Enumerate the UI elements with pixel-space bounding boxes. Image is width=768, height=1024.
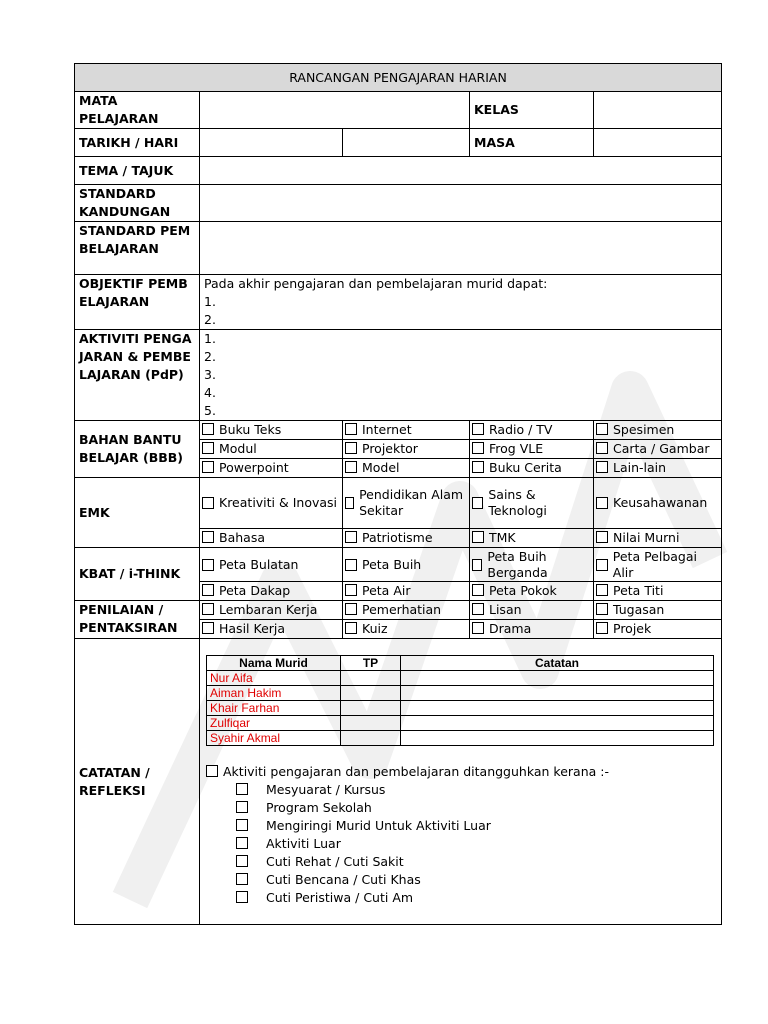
label-emk: EMK [75,478,200,548]
kbat-option[interactable]: Peta Pokok [470,582,594,601]
tp-cell[interactable] [341,671,401,686]
checkbox-icon[interactable] [472,442,484,454]
label-objektif: OBJEKTIF PEMBELAJARAN [75,275,200,330]
checkbox-icon[interactable] [202,531,214,543]
label-standard-kandungan: STANDARD KANDUNGAN [75,185,200,222]
label-tarikh-hari: TARIKH / HARI [75,129,200,157]
tp-cell[interactable] [341,701,401,716]
penilaian-option[interactable]: Lisan [470,601,594,620]
murid-name: Khair Farhan [207,701,341,716]
emk-option[interactable]: Nilai Murni [594,529,722,548]
tp-cell[interactable] [341,716,401,731]
bbb-option[interactable]: Model [343,459,470,478]
checkbox-icon[interactable] [202,461,214,473]
checkbox-icon[interactable] [236,855,248,867]
field-standard-pembelajaran[interactable] [200,222,722,275]
checkbox-icon[interactable] [345,461,357,473]
kbat-option[interactable]: Peta Air [343,582,470,601]
label-penilaian: PENILAIAN / PENTAKSIRAN [75,601,200,639]
label-kbat: KBAT / i-THINK [75,548,200,601]
checkbox-icon[interactable] [236,801,248,813]
tangguh-intro: Aktiviti pengajaran dan pembelajaran ditangguhkan kerana :- [223,764,609,779]
field-kelas[interactable] [594,92,722,129]
checkbox-icon[interactable] [202,603,214,615]
field-catatan [200,639,722,925]
objektif-item: 1. [204,294,216,309]
field-tarikh[interactable] [200,129,343,157]
tangguh-item[interactable]: Program Sekolah [206,799,715,817]
tp-cell[interactable] [341,731,401,746]
field-hari[interactable] [343,129,470,157]
bbb-option[interactable]: Spesimen [594,421,722,440]
field-mata-pelajaran[interactable] [200,92,470,129]
kbat-option[interactable]: Peta Bulatan [200,548,343,582]
label-tema-tajuk: TEMA / TAJUK [75,157,200,185]
emk-option[interactable]: Bahasa [200,529,343,548]
bbb-option[interactable]: Radio / TV [470,421,594,440]
emk-option[interactable]: Kreativiti & Inovasi [200,478,343,529]
label-aktiviti: AKTIVITI PENGAJARAN & PEMBELAJARAN (PdP) [75,330,200,421]
bbb-option[interactable]: Buku Teks [200,421,343,440]
checkbox-icon[interactable] [472,584,484,596]
bbb-option[interactable]: Buku Cerita [470,459,594,478]
checkbox-icon[interactable] [596,622,608,634]
bbb-option[interactable]: Modul [200,440,343,459]
aktiviti-item: 2. [204,349,216,364]
checkbox-icon[interactable] [345,497,354,509]
tangguh-option[interactable] [206,763,715,781]
checkbox-icon[interactable] [596,461,608,473]
catatan-cell[interactable] [401,686,714,701]
header-catatan: Catatan [401,656,714,671]
penilaian-option[interactable]: Drama [470,620,594,639]
tangguh-item[interactable]: Mesyuarat / Kursus [206,781,715,799]
checkbox-icon[interactable] [202,584,214,596]
checkbox-icon[interactable] [345,559,357,571]
form-title: RANCANGAN PENGAJARAN HARIAN [75,64,722,92]
field-masa[interactable] [594,129,722,157]
penilaian-option[interactable]: Tugasan [594,601,722,620]
aktiviti-item: 3. [204,367,216,382]
checkbox-icon[interactable] [345,584,357,596]
checkbox-icon[interactable] [472,461,484,473]
kbat-option[interactable]: Peta Titi [594,582,722,601]
emk-option[interactable]: Keusahawanan [594,478,722,529]
label-catatan: CATATAN / REFLEKSI [75,639,200,925]
checkbox-icon[interactable] [202,497,214,509]
murid-name: Zulfiqar [207,716,341,731]
emk-option[interactable]: TMK [470,529,594,548]
penilaian-option[interactable]: Projek [594,620,722,639]
checkbox-icon[interactable] [345,603,357,615]
header-nama-murid: Nama Murid [207,656,341,671]
checkbox-icon[interactable] [472,559,482,571]
label-standard-pembelajaran: STANDARD PEMBELAJARAN [75,222,200,275]
table-row [207,701,714,716]
bbb-option[interactable]: Powerpoint [200,459,343,478]
aktiviti-item: 4. [204,385,216,400]
tangguh-item[interactable]: Cuti Bencana / Cuti Khas [206,871,715,889]
murid-name: Aiman Hakim [207,686,341,701]
aktiviti-item: 5. [204,403,216,418]
penilaian-option[interactable]: Hasil Kerja [200,620,343,639]
table-row [207,731,714,746]
kbat-option[interactable]: Peta Buih Berganda [470,548,594,582]
checkbox-icon[interactable] [345,622,357,634]
checkbox-icon[interactable] [236,819,248,831]
label-mata-pelajaran: MATA PELAJARAN [75,92,200,129]
objektif-item: 2. [204,312,216,327]
checkbox-icon[interactable] [596,442,608,454]
catatan-cell[interactable] [401,701,714,716]
field-tema-tajuk[interactable] [200,157,722,185]
bbb-option[interactable]: Internet [343,421,470,440]
checkbox-icon[interactable] [472,497,483,509]
field-objektif[interactable] [200,275,722,330]
tangguh-item[interactable]: Aktiviti Luar [206,835,715,853]
field-standard-kandungan[interactable] [200,185,722,222]
murid-name: Nur Aifa [207,671,341,686]
checkbox-icon[interactable] [202,442,214,454]
checkbox-icon[interactable] [236,873,248,885]
bbb-option[interactable]: Frog VLE [470,440,594,459]
checkbox-icon[interactable] [345,423,357,435]
penilaian-option[interactable]: Lembaran Kerja [200,601,343,620]
checkbox-icon[interactable] [206,765,218,777]
checkbox-icon[interactable] [236,783,248,795]
kbat-option[interactable]: Peta Dakap [200,582,343,601]
penilaian-option[interactable]: Kuiz [343,620,470,639]
table-row [207,671,714,686]
label-bbb: BAHAN BANTU BELAJAR (BBB) [75,421,200,478]
bbb-option[interactable]: Carta / Gambar [594,440,722,459]
checkbox-icon[interactable] [202,622,214,634]
checkbox-icon[interactable] [345,442,357,454]
catatan-cell[interactable] [401,716,714,731]
table-row [207,716,714,731]
checkbox-icon[interactable] [596,603,608,615]
checkbox-icon[interactable] [596,584,608,596]
field-aktiviti[interactable] [200,330,722,421]
emk-option[interactable]: Sains & Teknologi [470,478,594,529]
checkbox-icon[interactable] [596,497,608,509]
table-row [207,686,714,701]
checkbox-icon[interactable] [236,891,248,903]
checkbox-icon[interactable] [202,423,214,435]
penilaian-option[interactable]: Pemerhatian [343,601,470,620]
checkbox-icon[interactable] [345,531,357,543]
objektif-intro: Pada akhir pengajaran dan pembelajaran murid dapat: [204,276,548,291]
emk-option[interactable]: Patriotisme [343,529,470,548]
checkbox-icon[interactable] [472,603,484,615]
murid-table-header [207,656,714,671]
checkbox-icon[interactable] [596,423,608,435]
checkbox-icon[interactable] [472,622,484,634]
checkbox-icon[interactable] [472,423,484,435]
checkbox-icon[interactable] [236,837,248,849]
checkbox-icon[interactable] [202,559,214,571]
murid-table [206,655,714,746]
murid-name: Syahir Akmal [207,731,341,746]
rph-form [74,63,722,925]
header-tp: TP [341,656,401,671]
kbat-option[interactable]: Peta Pelbagai Alir [594,548,722,582]
bbb-option[interactable]: Projektor [343,440,470,459]
tp-cell[interactable] [341,686,401,701]
checkbox-icon[interactable] [596,559,608,571]
catatan-cell[interactable] [401,731,714,746]
tangguh-item[interactable]: Mengiringi Murid Untuk Aktiviti Luar [206,817,715,835]
aktiviti-item: 1. [204,331,216,346]
emk-option[interactable]: Pendidikan Alam Sekitar [343,478,470,529]
catatan-cell[interactable] [401,671,714,686]
checkbox-icon[interactable] [472,531,484,543]
label-masa: MASA [470,129,594,157]
tangguh-item[interactable]: Cuti Peristiwa / Cuti Am [206,889,715,907]
tangguh-item[interactable]: Cuti Rehat / Cuti Sakit [206,853,715,871]
bbb-option[interactable]: Lain-lain [594,459,722,478]
label-kelas: KELAS [470,92,594,129]
checkbox-icon[interactable] [596,531,608,543]
kbat-option[interactable]: Peta Buih [343,548,470,582]
